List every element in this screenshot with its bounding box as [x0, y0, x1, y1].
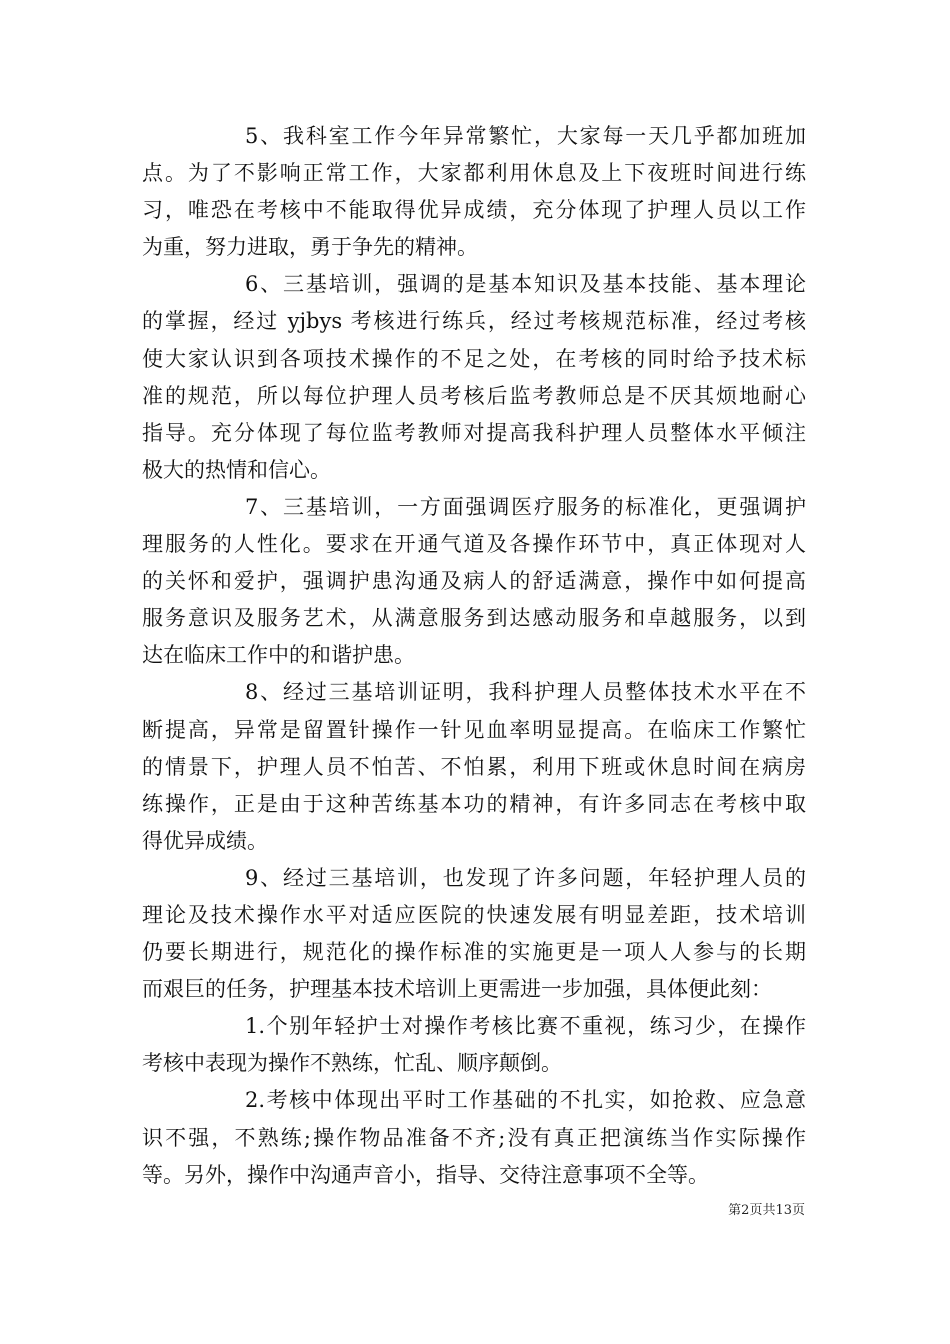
text-line: 为重，努力进取，勇于争先的精神。 — [142, 235, 478, 260]
text-line: 理服务的人性化。要求在开通气道及各操作环节中，真正体现对人 — [142, 532, 806, 557]
text-line: 的掌握，经过 yjbys 考核进行练兵，经过考核规范标准，经过考核 — [142, 309, 806, 334]
text-line: 指导。充分体现了每位监考教师对提高我科护理人员整体水平倾注 — [142, 420, 806, 445]
text-line: 得优异成绩。 — [142, 828, 268, 853]
text-line: 断提高，异常是留置针操作一针见血率明显提高。在临床工作繁忙 — [142, 717, 806, 742]
paragraph — [142, 489, 806, 674]
text-line: 极大的热情和信心。 — [142, 457, 331, 482]
text-line: 的情景下，护理人员不怕苦、不怕累，利用下班或休息时间在病房 — [142, 754, 806, 779]
page-number: 第2页共13页 — [728, 1203, 805, 1218]
text-line: 仍要长期进行，规范化的操作标准的实施更是一项人人参与的长期 — [142, 940, 806, 965]
text-line: 点。为了不影响正常工作，大家都利用休息及上下夜班时间进行练 — [142, 161, 806, 186]
paragraph — [142, 860, 806, 1008]
text-line: 练操作，正是由于这种苦练基本功的精神，有许多同志在考核中取 — [142, 791, 806, 816]
text-line: 达在临床工作中的和谐护患。 — [142, 643, 415, 668]
text-line: 9、经过三基培训，也发现了许多问题，年轻护理人员的 — [245, 865, 806, 890]
text-line: 的关怀和爱护，强调护患沟通及病人的舒适满意，操作中如何提高 — [142, 569, 806, 594]
paragraph — [142, 266, 806, 489]
text-line: 服务意识及服务艺术，从满意服务到达感动服务和卓越服务，以到 — [142, 606, 806, 631]
paragraph — [142, 118, 806, 266]
text-line: 而艰巨的任务，护理基本技术培训上更需进一步加强，具体便此刻： — [142, 977, 772, 1002]
text-line: 习，唯恐在考核中不能取得优异成绩，充分体现了护理人员以工作 — [142, 198, 806, 223]
text-line: 考核中表现为操作不熟练，忙乱、顺序颠倒。 — [142, 1051, 562, 1076]
text-line: 识不强，不熟练;操作物品准备不齐;没有真正把演练当作实际操作 — [142, 1125, 806, 1150]
paragraph — [142, 1008, 806, 1082]
text-line: 1.个别年轻护士对操作考核比赛不重视，练习少，在操作 — [245, 1014, 806, 1039]
text-line: 2.考核中体现出平时工作基础的不扎实，如抢救、应急意 — [245, 1088, 806, 1113]
text-line: 准的规范，所以每位护理人员考核后监考教师总是不厌其烦地耐心 — [142, 383, 806, 408]
text-line: 7、三基培训，一方面强调医疗服务的标准化，更强调护 — [245, 494, 806, 519]
text-line: 5、我科室工作今年异常繁忙，大家每一天几乎都加班加 — [245, 124, 806, 148]
text-line: 6、三基培训，强调的是基本知识及基本技能、基本理论 — [245, 272, 806, 297]
paragraph — [142, 1082, 806, 1193]
text-line: 等。另外，操作中沟通声音小，指导、交待注意事项不全等。 — [142, 1162, 709, 1187]
paragraph — [142, 674, 806, 859]
text-line: 理论及技术操作水平对适应医院的快速发展有明显差距，技术培训 — [142, 902, 806, 927]
document-body — [142, 118, 806, 1194]
text-line: 8、经过三基培训证明，我科护理人员整体技术水平在不 — [245, 680, 806, 705]
text-line: 使大家认识到各项技术操作的不足之处，在考核的同时给予技术标 — [142, 346, 806, 371]
